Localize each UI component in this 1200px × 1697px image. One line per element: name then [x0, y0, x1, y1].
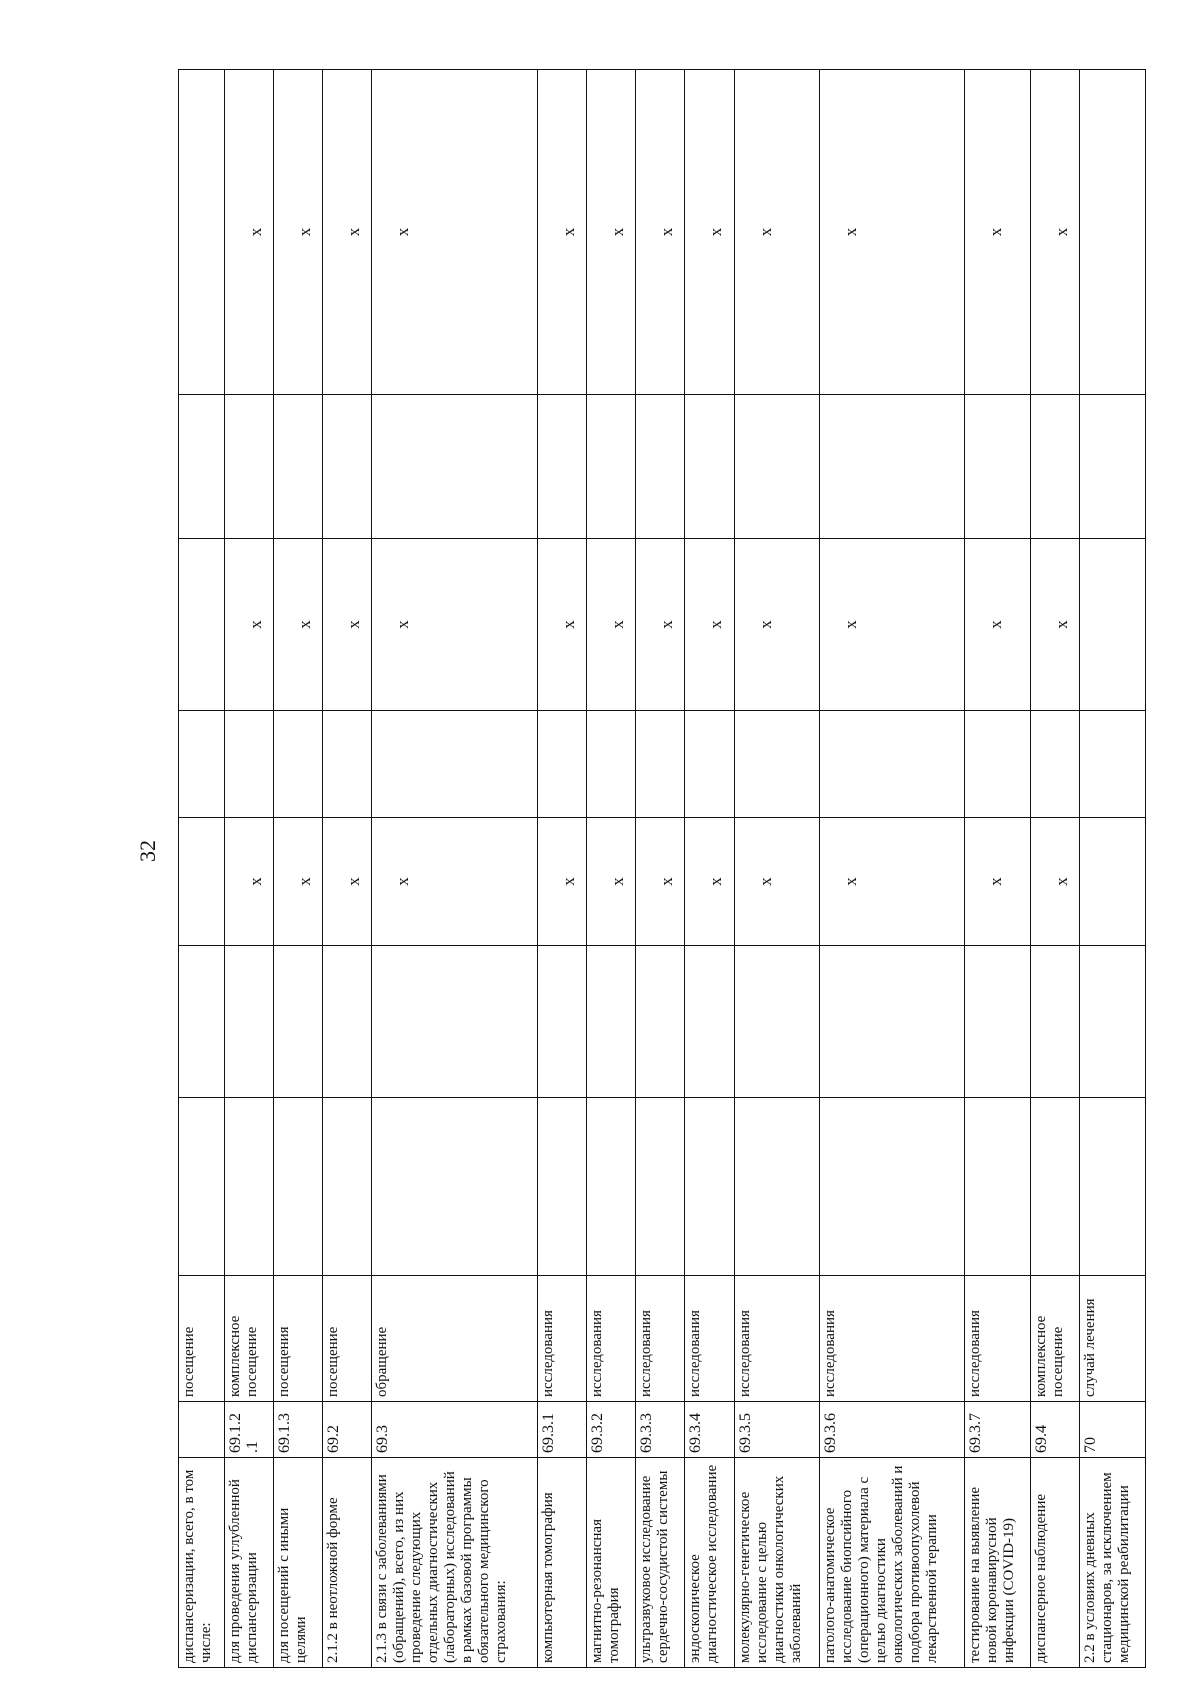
value-cell-3 [372, 818, 537, 946]
value-cell-2 [224, 946, 273, 1098]
value-cell-6 [965, 395, 1031, 539]
value-cell-6 [586, 395, 635, 539]
table-row [685, 70, 734, 1668]
value-cell-1 [636, 1098, 685, 1276]
value-cell-1 [323, 1098, 372, 1276]
unit-cell: случай лечения [1080, 1276, 1146, 1402]
cross-mark: х [841, 227, 861, 237]
value-cell-4 [1031, 711, 1080, 818]
value-cell-2 [734, 946, 820, 1098]
value-cell-3 [965, 818, 1031, 946]
value-cell-4 [734, 711, 820, 818]
cross-mark: х [657, 227, 677, 237]
value-cell-2 [965, 946, 1031, 1098]
value-cell-1 [372, 1098, 537, 1276]
value-cell-2 [636, 946, 685, 1098]
value-cell-4 [323, 711, 372, 818]
value-cell-6 [179, 395, 225, 539]
unit-cell: исследования [685, 1276, 734, 1402]
cross-mark: х [294, 620, 314, 629]
cross-mark: х [607, 227, 627, 237]
value-cell-4 [537, 711, 586, 818]
cross-mark: х [344, 620, 364, 629]
value-cell-7 [965, 70, 1031, 395]
table-row [537, 70, 586, 1668]
value-cell-2 [273, 946, 322, 1098]
cross-mark: х [607, 620, 627, 629]
table-row [734, 70, 820, 1668]
indicator-name-cell: компьютерная томография [537, 1458, 586, 1668]
value-cell-6 [1031, 395, 1080, 539]
value-cell-7 [1031, 70, 1080, 395]
value-cell-6 [372, 395, 537, 539]
table-row [224, 70, 273, 1668]
row-code-cell: 69.3 [372, 1402, 537, 1458]
value-cell-1 [734, 1098, 820, 1276]
value-cell-2 [586, 946, 635, 1098]
data-table [178, 69, 1146, 1668]
row-code-cell: 69.3.4 [685, 1402, 734, 1458]
value-cell-1 [685, 1098, 734, 1276]
row-code-cell: 69.3.3 [636, 1402, 685, 1458]
value-cell-3 [1031, 818, 1080, 946]
value-cell-7 [323, 70, 372, 395]
value-cell-6 [685, 395, 734, 539]
value-cell-7 [273, 70, 322, 395]
indicator-name-cell: эндоскопическое диагностическое исследование [685, 1458, 734, 1668]
value-cell-5 [586, 539, 635, 711]
value-cell-3 [734, 818, 820, 946]
cross-mark: х [294, 877, 314, 886]
value-cell-1 [273, 1098, 322, 1276]
value-cell-3 [1080, 818, 1146, 946]
unit-cell: обращение [372, 1276, 537, 1402]
value-cell-1 [537, 1098, 586, 1276]
unit-cell: исследования [820, 1276, 965, 1402]
value-cell-5 [1080, 539, 1146, 711]
unit-cell: посещение [323, 1276, 372, 1402]
value-cell-7 [179, 70, 225, 395]
cross-mark: х [245, 227, 265, 237]
row-code-cell: 70 [1080, 1402, 1146, 1458]
cross-mark: х [1052, 227, 1072, 237]
cross-mark: х [986, 877, 1006, 886]
value-cell-5 [372, 539, 537, 711]
cross-mark: х [344, 227, 364, 237]
table-container [178, 80, 1146, 1668]
value-cell-4 [636, 711, 685, 818]
value-cell-1 [1080, 1098, 1146, 1276]
table-row [179, 70, 225, 1668]
value-cell-7 [372, 70, 537, 395]
indicator-name-cell: ультразвуковое исследование сердечно-сосудистой системы [636, 1458, 685, 1668]
unit-cell: комплексное посещение [224, 1276, 273, 1402]
cross-mark: х [706, 620, 726, 629]
cross-mark: х [294, 227, 314, 237]
value-cell-4 [372, 711, 537, 818]
value-cell-3 [224, 818, 273, 946]
indicator-name-cell: магнитно-резонансная томография [586, 1458, 635, 1668]
cross-mark: х [657, 877, 677, 886]
value-cell-6 [273, 395, 322, 539]
row-code-cell: 69.4 [1031, 1402, 1080, 1458]
cross-mark: х [607, 877, 627, 886]
cross-mark: х [245, 877, 265, 886]
value-cell-6 [820, 395, 965, 539]
value-cell-2 [537, 946, 586, 1098]
value-cell-7 [734, 70, 820, 395]
value-cell-4 [586, 711, 635, 818]
value-cell-6 [636, 395, 685, 539]
indicator-name-cell: 2.2 в условиях дневных стационаров, за исключением медицинской реабилитации [1080, 1458, 1146, 1668]
value-cell-2 [1080, 946, 1146, 1098]
table-row [965, 70, 1031, 1668]
unit-cell: посещения [273, 1276, 322, 1402]
value-cell-4 [224, 711, 273, 818]
value-cell-5 [685, 539, 734, 711]
cross-mark: х [344, 877, 364, 886]
value-cell-5 [323, 539, 372, 711]
indicator-name-cell: тестирование на выявление новой коронавирусной инфекции (COVID-19) [965, 1458, 1031, 1668]
value-cell-5 [734, 539, 820, 711]
value-cell-1 [179, 1098, 225, 1276]
table-row [273, 70, 322, 1668]
page-number: 32 [135, 840, 160, 862]
value-cell-5 [965, 539, 1031, 711]
value-cell-1 [965, 1098, 1031, 1276]
cross-mark: х [393, 620, 413, 629]
cross-mark: х [986, 227, 1006, 237]
value-cell-4 [685, 711, 734, 818]
value-cell-4 [965, 711, 1031, 818]
value-cell-2 [323, 946, 372, 1098]
indicator-name-cell: для проведения углубленной диспансеризации [224, 1458, 273, 1668]
value-cell-7 [586, 70, 635, 395]
value-cell-1 [820, 1098, 965, 1276]
indicator-name-cell: патолого-анатомическое исследование биопсийного (операционного) материала с целью диагностики онкологических заболеваний и подбора противоопухолевой лекарственной терапии [820, 1458, 965, 1668]
unit-cell: комплексное посещение [1031, 1276, 1080, 1402]
value-cell-3 [537, 818, 586, 946]
cross-mark: х [706, 227, 726, 237]
row-code-cell: 69.1.2 .1 [224, 1402, 273, 1458]
value-cell-3 [179, 818, 225, 946]
row-code-cell: 69.3.2 [586, 1402, 635, 1458]
row-code-cell: 69.1.3 [273, 1402, 322, 1458]
table-row [323, 70, 372, 1668]
cross-mark: х [558, 227, 578, 237]
row-code-cell: 69.2 [323, 1402, 372, 1458]
indicator-name-cell: диспансерное наблюдение [1031, 1458, 1080, 1668]
unit-cell: исследования [734, 1276, 820, 1402]
indicator-name-cell: диспансеризации, всего, в том числе: [179, 1458, 225, 1668]
indicator-name-cell: 2.1.2 в неотложной форме [323, 1458, 372, 1668]
value-cell-1 [224, 1098, 273, 1276]
cross-mark: х [755, 620, 775, 629]
cross-mark: х [755, 227, 775, 237]
unit-cell: исследования [636, 1276, 685, 1402]
cross-mark: х [657, 620, 677, 629]
cross-mark: х [986, 620, 1006, 629]
unit-cell: исследования [537, 1276, 586, 1402]
row-code-cell: 69.3.6 [820, 1402, 965, 1458]
value-cell-7 [537, 70, 586, 395]
cross-mark: х [755, 877, 775, 886]
value-cell-5 [273, 539, 322, 711]
cross-mark: х [1052, 877, 1072, 886]
row-code-cell: 69.3.1 [537, 1402, 586, 1458]
indicator-name-cell: для посещений с иными целями [273, 1458, 322, 1668]
value-cell-6 [224, 395, 273, 539]
value-cell-6 [323, 395, 372, 539]
cross-mark: х [841, 877, 861, 886]
value-cell-2 [820, 946, 965, 1098]
value-cell-4 [179, 711, 225, 818]
row-code-cell [179, 1402, 225, 1458]
table-row [1080, 70, 1146, 1668]
value-cell-3 [586, 818, 635, 946]
cross-mark: х [706, 877, 726, 886]
value-cell-2 [372, 946, 537, 1098]
value-cell-5 [636, 539, 685, 711]
value-cell-2 [1031, 946, 1080, 1098]
value-cell-5 [820, 539, 965, 711]
value-cell-5 [179, 539, 225, 711]
unit-cell: исследования [586, 1276, 635, 1402]
cross-mark: х [245, 620, 265, 629]
cross-mark: х [558, 620, 578, 629]
value-cell-5 [224, 539, 273, 711]
value-cell-4 [273, 711, 322, 818]
indicator-name-cell: 2.1.3 в связи с заболеваниями (обращений), всего, из них проведение следующих отдельных диагностических (лабораторных) исследований в рамках базовой программы обязательного медицинского страхования: [372, 1458, 537, 1668]
value-cell-7 [1080, 70, 1146, 395]
value-cell-1 [586, 1098, 635, 1276]
value-cell-2 [685, 946, 734, 1098]
value-cell-1 [1031, 1098, 1080, 1276]
value-cell-6 [1080, 395, 1146, 539]
value-cell-2 [179, 946, 225, 1098]
value-cell-7 [685, 70, 734, 395]
value-cell-5 [537, 539, 586, 711]
table-row [372, 70, 537, 1668]
value-cell-4 [820, 711, 965, 818]
cross-mark: х [1052, 620, 1072, 629]
value-cell-3 [323, 818, 372, 946]
table-row [820, 70, 965, 1668]
value-cell-6 [734, 395, 820, 539]
value-cell-3 [273, 818, 322, 946]
value-cell-3 [820, 818, 965, 946]
row-code-cell: 69.3.5 [734, 1402, 820, 1458]
indicator-name-cell: молекулярно-генетическое исследование с целью диагностики онкологических заболеваний [734, 1458, 820, 1668]
value-cell-5 [1031, 539, 1080, 711]
value-cell-7 [820, 70, 965, 395]
cross-mark: х [558, 877, 578, 886]
value-cell-7 [224, 70, 273, 395]
cross-mark: х [841, 620, 861, 629]
row-code-cell: 69.3.7 [965, 1402, 1031, 1458]
value-cell-6 [537, 395, 586, 539]
unit-cell: исследования [965, 1276, 1031, 1402]
cross-mark: х [393, 877, 413, 886]
table-row [1031, 70, 1080, 1668]
table-row [586, 70, 635, 1668]
table-row [636, 70, 685, 1668]
unit-cell: посещение [179, 1276, 225, 1402]
value-cell-4 [1080, 711, 1146, 818]
value-cell-3 [685, 818, 734, 946]
value-cell-3 [636, 818, 685, 946]
value-cell-7 [636, 70, 685, 395]
cross-mark: х [393, 227, 413, 237]
